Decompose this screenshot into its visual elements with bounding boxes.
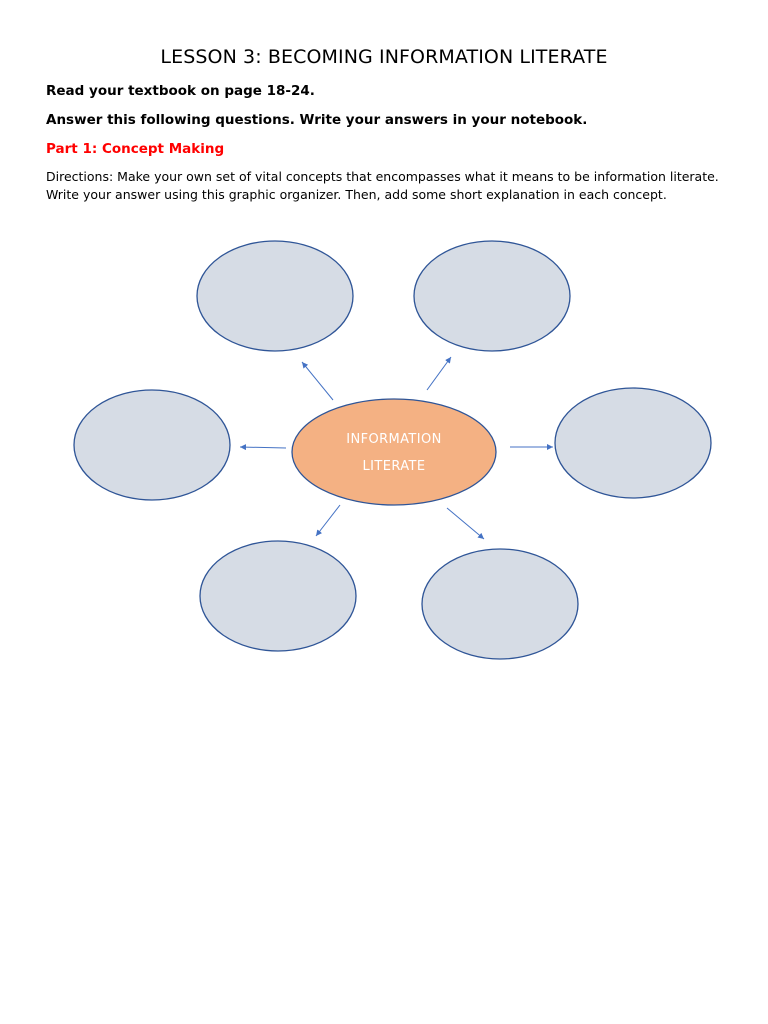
center-concept-bubble — [292, 399, 496, 505]
concept-bubble-top-right[interactable] — [414, 241, 570, 351]
arrow-to-middle-left — [240, 447, 286, 448]
arrow-to-top-left — [302, 362, 333, 400]
arrow-to-top-right — [427, 357, 451, 390]
concept-bubble-top-left[interactable] — [197, 241, 353, 351]
arrow-to-bottom-right — [447, 508, 484, 539]
page-title: LESSON 3: BECOMING INFORMATION LITERATE — [160, 46, 608, 68]
directions-text: Directions: Make your own set of vital concepts that encompasses what it means to be information literate. Write your answer using this graphic organizer. Then, add some short explanation in each concept. — [46, 169, 719, 202]
center-concept-line-2: LITERATE — [362, 459, 426, 474]
concept-bubble-middle-right[interactable] — [555, 388, 711, 498]
concept-bubble-bottom-right[interactable] — [422, 549, 578, 659]
concept-bubble-middle-left[interactable] — [74, 390, 230, 500]
arrow-to-bottom-left — [316, 505, 340, 536]
instruction-answer-questions: Answer this following questions. Write your answers in your notebook. — [46, 112, 588, 128]
center-concept-line-1: INFORMATION — [346, 432, 442, 447]
concept-bubble-bottom-left[interactable] — [200, 541, 356, 651]
instruction-read-textbook: Read your textbook on page 18-24. — [46, 83, 315, 99]
part-heading: Part 1: Concept Making — [46, 141, 225, 157]
